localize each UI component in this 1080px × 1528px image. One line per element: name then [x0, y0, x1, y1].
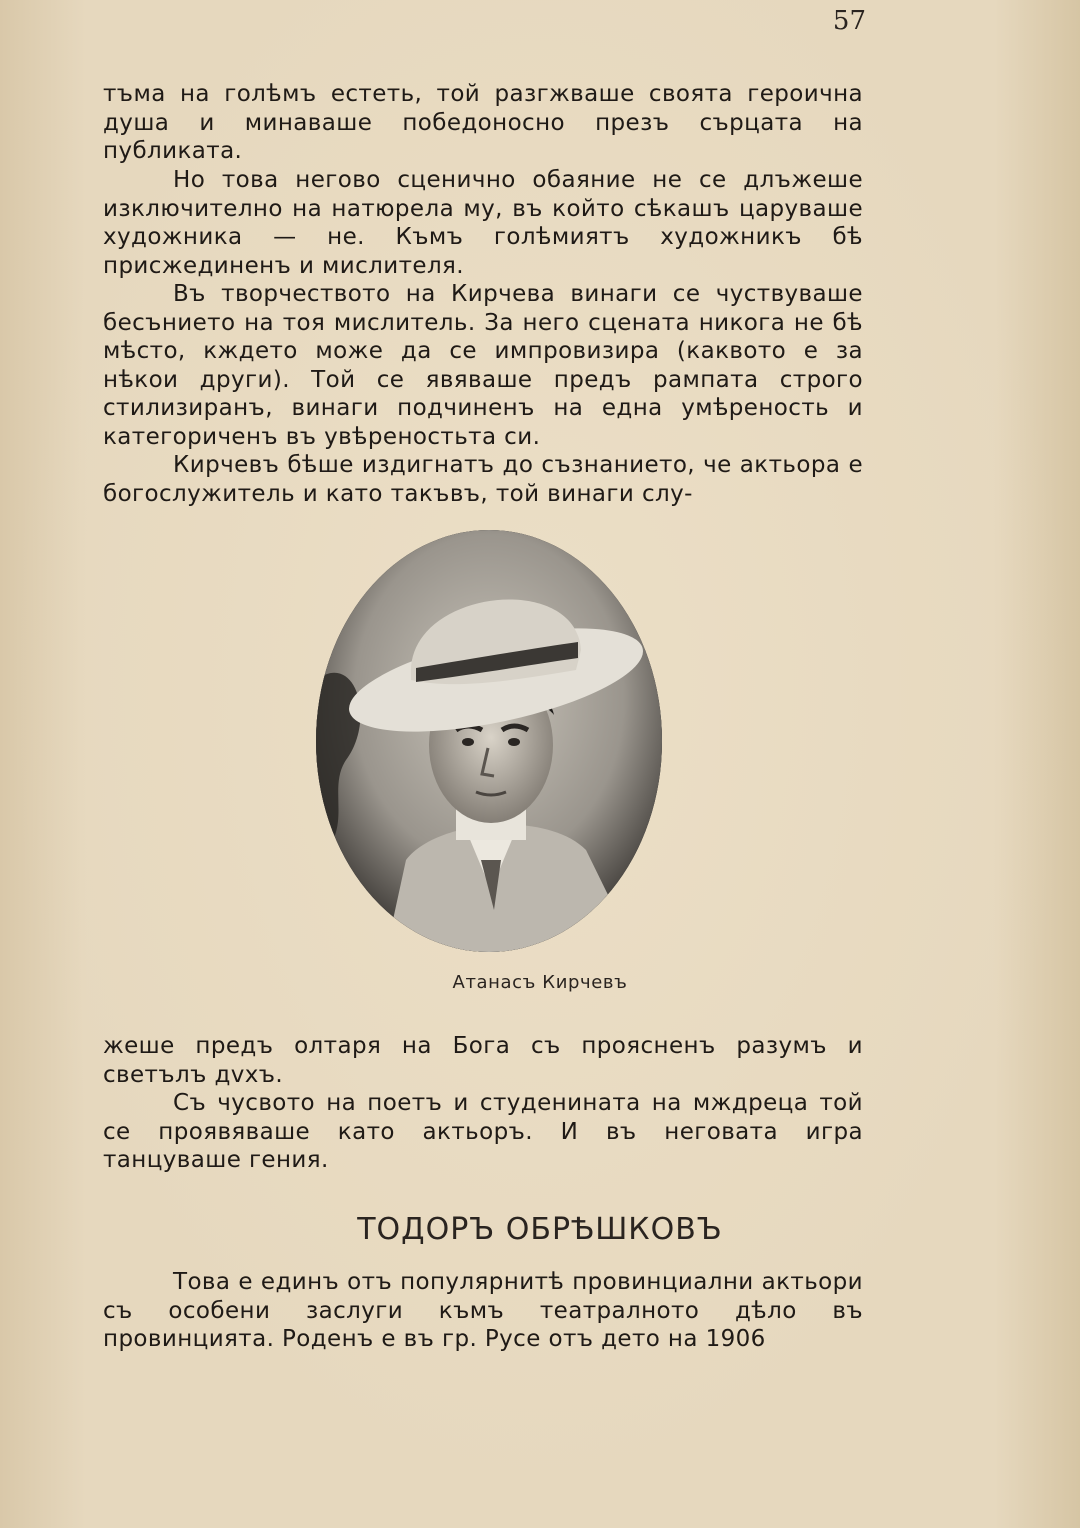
- paragraph-altar: жеше предъ олтаря на Бога съ проясненъ разумъ и светълъ дvхъ.: [103, 1033, 863, 1088]
- paragraph-thinker: Въ творчеството на Кирчева винаги се чуствуваше бесънието на тоя мислитель. За него сцената никога не бѣ мѣсто, кждето може да се импровизира (каквото е за нѣкои други). Той се явяваше предъ рампата строго стилизиранъ, винаги подчиненъ на една умѣреность и категориченъ въ увѣреностьта си.: [103, 281, 863, 450]
- paragraph-continuation: тъма на голѣмъ естеть, той разгжваше своята героична душа и минаваше победоносно презъ сърцата на публиката.: [103, 81, 863, 165]
- portrait-photo: [316, 530, 662, 952]
- page-number: 57: [832, 6, 866, 36]
- portrait-illustration: [316, 530, 662, 952]
- paragraph-obreshkov: Това е единъ отъ популярнитѣ провинциални актьори съ особени заслуги къмъ театралното дѣло въ провинцията. Роденъ е въ гр. Русе отъ дето на 1906: [103, 1269, 863, 1353]
- paragraph-poet: Съ чусвото на поетъ и студенината на мждреца той се проявяваше като актьоръ. И въ неговата игра танцуваше гения.: [103, 1090, 863, 1174]
- section-heading: ТОДОРЪ ОБРѢШКОВЪ: [357, 1212, 723, 1247]
- paragraph-stage-charm: Но това негово сценично обаяние не се длъжеше изключително на натюрела му, въ който сѣкашъ царуваше художника — не. Къмъ голѣмиятъ художникъ бѣ присжединенъ и мислителя.: [103, 167, 863, 279]
- paragraph-servant: Кирчевъ бѣше издигнатъ до съзнанието, че актьора е богослужитель и като такъвъ, той винаги слу-: [103, 452, 863, 507]
- photo-caption: Атанасъ Кирчевъ: [452, 972, 628, 993]
